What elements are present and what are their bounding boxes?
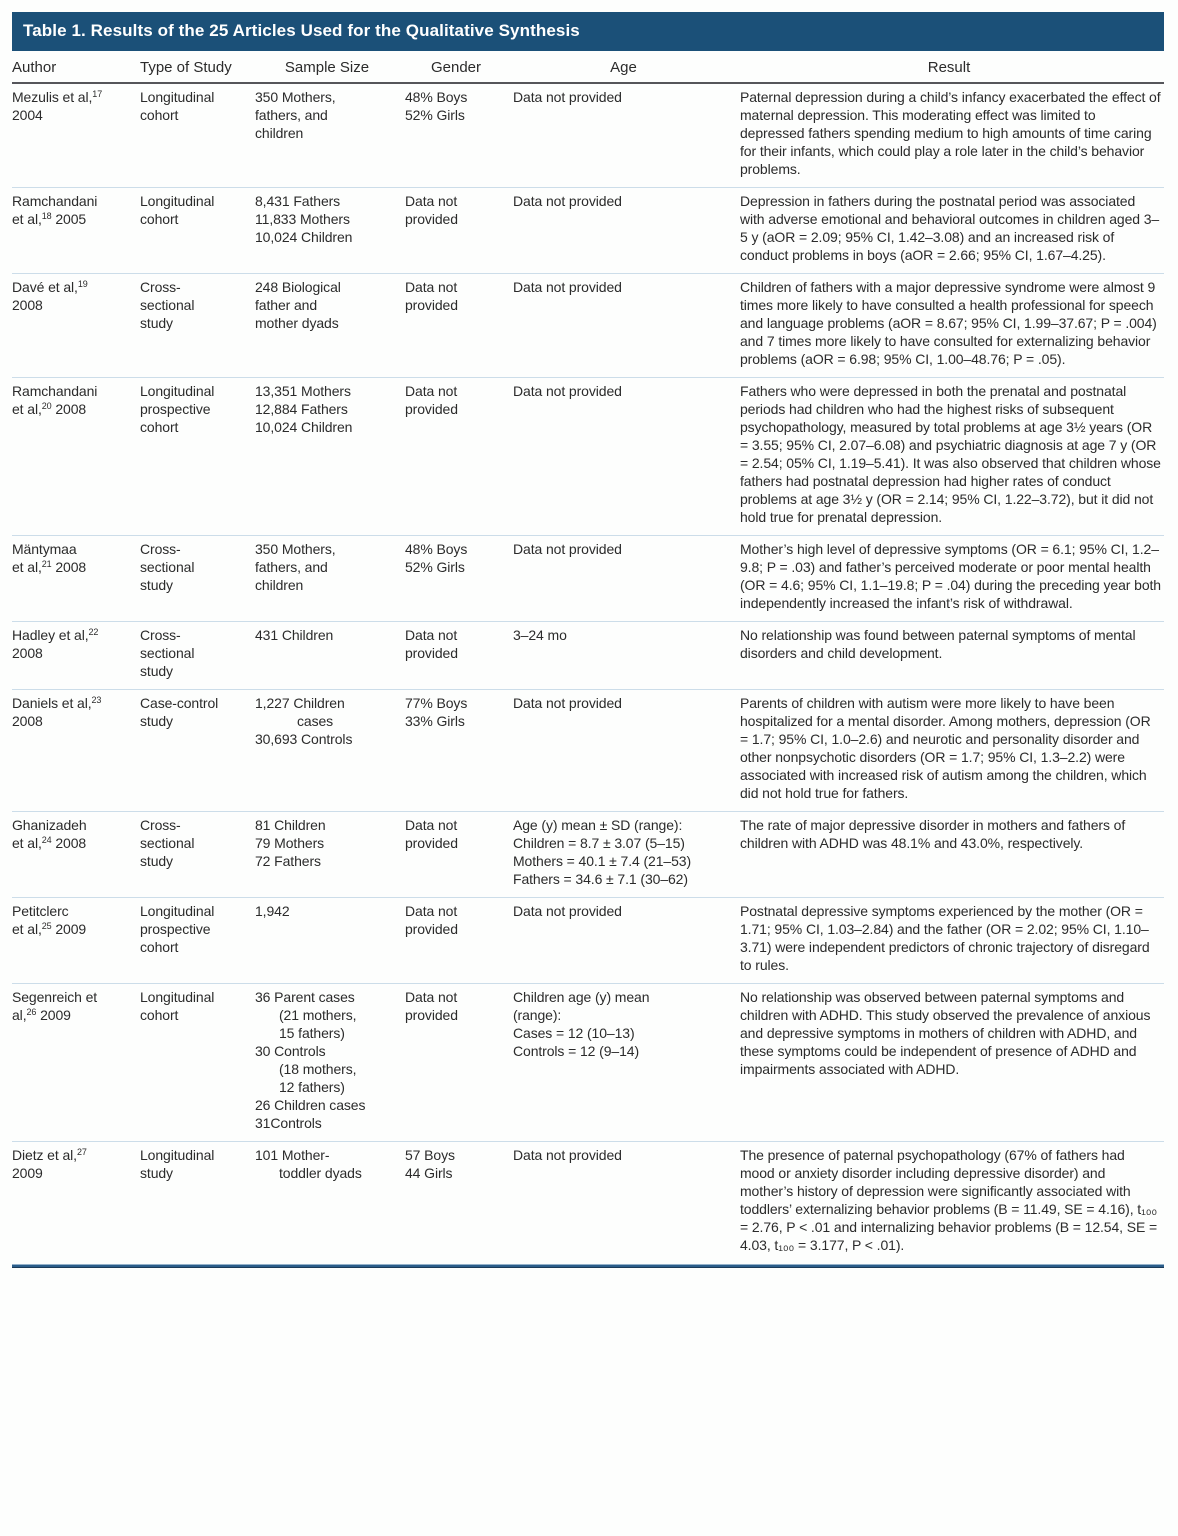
gender-line: provided [405, 835, 458, 851]
sample-size-cell [255, 816, 405, 888]
study-type-line: sectional [140, 645, 195, 661]
gender-line: Data not [405, 903, 458, 919]
sample-size-cell [255, 1146, 405, 1254]
result-text: No relationship was observed between paternal symptoms and children with ADHD. This study observed the prevalence of anxious and depressive symptoms in mothers of children with ADHD, and these symptoms could be independent of presence of ADHD and impairments associated with ADHD. [740, 989, 1151, 1077]
author-line: Mezulis et al,$^{17}$ [12, 89, 103, 105]
age-cell [513, 88, 740, 178]
age-line: Data not provided [513, 695, 622, 711]
author-line: Ramchandani [12, 383, 98, 399]
sample-size-line: 11,833 Mothers [255, 211, 350, 227]
author-line: 2008 [12, 713, 43, 729]
author-line: Ramchandani [12, 193, 98, 209]
table-bottom-rule [12, 1264, 1164, 1268]
citation-superscript: 17 [92, 89, 103, 99]
result-cell [740, 382, 1164, 526]
table-row [12, 812, 1164, 898]
study-type-line: Longitudinal [140, 193, 215, 209]
study-type-line: sectional [140, 559, 195, 575]
citation-superscript: 23 [91, 695, 102, 705]
study-type-line: study [140, 577, 173, 593]
age-line: Cases = 12 (10–13) [513, 1025, 635, 1041]
result-cell [740, 1146, 1164, 1254]
study-type-line: Longitudinal [140, 383, 215, 399]
age-cell [513, 694, 740, 802]
gender-line: 48% Boys [405, 89, 468, 105]
age-line: Data not provided [513, 279, 622, 295]
study-type-line: cohort [140, 1007, 179, 1023]
table-title: Table 1. Results of the 25 Articles Used for the Qualitative Synthesis [23, 21, 580, 40]
sample-size-cell [255, 540, 405, 612]
study-type-cell [140, 278, 255, 368]
sample-size-cell [255, 626, 405, 680]
age-line: Age (y) mean ± SD (range): [513, 817, 683, 833]
gender-cell [405, 88, 513, 178]
result-cell [740, 278, 1164, 368]
author-line: et al,$^{25}$ 2009 [12, 921, 87, 937]
sample-size-line: 13,351 Mothers [255, 383, 351, 399]
author-line: Hadley et al,$^{22}$ [12, 627, 99, 643]
author-line: et al,$^{18}$ 2005 [12, 211, 87, 227]
table-row [12, 898, 1164, 984]
gender-cell [405, 902, 513, 974]
sample-size-line: 1,942 [255, 903, 290, 919]
study-type-line: study [140, 853, 173, 869]
study-type-cell [140, 192, 255, 264]
study-type-cell [140, 816, 255, 888]
sample-size-line: 31Controls [255, 1115, 322, 1131]
study-type-cell [140, 540, 255, 612]
sample-size-line: 26 Children cases [255, 1097, 366, 1113]
sample-size-line: 72 Fathers [255, 853, 321, 869]
sample-size-line: (18 mothers, [279, 1061, 357, 1077]
age-cell [513, 382, 740, 526]
sample-size-line: 8,431 Fathers [255, 193, 341, 209]
gender-line: Data not [405, 817, 458, 833]
sample-size-line: 101 Mother- [255, 1147, 330, 1163]
age-cell [513, 540, 740, 612]
author-cell [12, 694, 140, 802]
study-type-line: Longitudinal [140, 989, 215, 1005]
citation-superscript: 25 [41, 921, 52, 931]
author-line: Ghanizadeh [12, 817, 87, 833]
author-line: Dietz et al,$^{27}$ [12, 1147, 87, 1163]
author-line: Segenreich et [12, 989, 98, 1005]
sample-size-line: father and [255, 297, 318, 313]
citation-superscript: 19 [77, 279, 88, 289]
column-header-type-of-study: Type of Study [140, 59, 232, 76]
study-type-cell [140, 626, 255, 680]
study-type-line: sectional [140, 297, 195, 313]
result-text: Children of fathers with a major depressive syndrome were almost 9 times more likely to have consulted a health professional for speech and language problems (aOR = 8.67; 95% CI, 1.99–37.67; P = .004) and 7 times more likely to have consulted for externalizing behavior problems (aOR = 6.98; 95% CI, 1.00–48.76; P = .05). [740, 279, 1157, 367]
gender-line: 52% Girls [405, 559, 465, 575]
result-cell [740, 816, 1164, 888]
study-type-cell [140, 694, 255, 802]
sample-size-line: 30,693 Controls [255, 731, 353, 747]
gender-line: Data not [405, 989, 458, 1005]
result-cell [740, 540, 1164, 612]
result-text: Depression in fathers during the postnatal period was associated with adverse emotional and behavioral outcomes in children aged 3–5 y (aOR = 2.09; 95% CI, 1.42–3.08) and an increased risk of conduct problems in boys (aOR = 2.66; 95% CI, 1.67–4.25). [740, 193, 1160, 263]
age-line: Children age (y) mean [513, 989, 650, 1005]
study-type-cell [140, 88, 255, 178]
sample-size-cell [255, 694, 405, 802]
sample-size-line: 350 Mothers, [255, 541, 336, 557]
age-line: Fathers = 34.6 ± 7.1 (30–62) [513, 871, 688, 887]
sample-size-line: 350 Mothers, [255, 89, 336, 105]
study-type-line: Longitudinal [140, 89, 215, 105]
result-text: The rate of major depressive disorder in mothers and fathers of children with ADHD was 48.1% and 43.0%, respectively. [740, 817, 1126, 851]
study-type-line: study [140, 713, 173, 729]
result-text: No relationship was found between paternal symptoms of mental disorders and child development. [740, 627, 1136, 661]
result-cell [740, 88, 1164, 178]
result-text: Mother’s high level of depressive symptoms (OR = 6.1; 95% CI, 1.2–9.8; P = .03) and father’s perceived moderate or poor mental health (OR = 4.6; 95% CI, 1.1–19.8; P = .04) during the preceding year both independently increased the infant’s risk of withdrawal. [740, 541, 1161, 611]
gender-line: provided [405, 297, 458, 313]
gender-line: provided [405, 921, 458, 937]
author-cell [12, 1146, 140, 1254]
author-line: et al,$^{20}$ 2008 [12, 401, 87, 417]
result-cell [740, 192, 1164, 264]
author-line: et al,$^{21}$ 2008 [12, 559, 87, 575]
table-title-bar [12, 12, 1164, 51]
gender-cell [405, 278, 513, 368]
column-header-row [12, 51, 1164, 84]
sample-size-line: 248 Biological [255, 279, 341, 295]
author-cell [12, 626, 140, 680]
table-row [12, 984, 1164, 1142]
study-type-line: prospective [140, 921, 211, 937]
author-line: Davé et al,$^{19}$ [12, 279, 88, 295]
study-type-line: sectional [140, 835, 195, 851]
author-cell [12, 540, 140, 612]
study-type-cell [140, 382, 255, 526]
result-cell [740, 988, 1164, 1132]
sample-size-line: 10,024 Children [255, 229, 353, 245]
study-type-line: prospective [140, 401, 211, 417]
sample-size-cell [255, 902, 405, 974]
gender-line: 48% Boys [405, 541, 468, 557]
column-header-sample-size: Sample Size [284, 59, 370, 76]
column-header-result: Result [927, 59, 971, 76]
sample-size-line: cases [297, 713, 334, 729]
table-row [12, 84, 1164, 188]
study-type-line: cohort [140, 939, 179, 955]
sample-size-cell [255, 278, 405, 368]
study-type-line: study [140, 315, 173, 331]
sample-size-line: fathers, and [255, 559, 328, 575]
sample-size-line: fathers, and [255, 107, 328, 123]
gender-line: provided [405, 211, 458, 227]
gender-line: provided [405, 401, 458, 417]
gender-line: Data not [405, 383, 458, 399]
citation-superscript: 21 [41, 559, 52, 569]
citation-superscript: 26 [26, 1007, 37, 1017]
study-type-line: cohort [140, 211, 179, 227]
age-line: Children = 8.7 ± 3.07 (5–15) [513, 835, 685, 851]
age-cell [513, 816, 740, 888]
sample-size-line: toddler dyads [279, 1165, 362, 1181]
sample-size-line: children [255, 577, 304, 593]
author-cell [12, 902, 140, 974]
author-line: al,$^{26}$ 2009 [12, 1007, 71, 1023]
table-row [12, 1142, 1164, 1263]
age-cell [513, 192, 740, 264]
author-cell [12, 88, 140, 178]
age-cell [513, 902, 740, 974]
sample-size-line: 431 Children [255, 627, 334, 643]
study-type-line: cohort [140, 419, 179, 435]
author-cell [12, 816, 140, 888]
sample-size-cell [255, 988, 405, 1132]
study-type-line: Cross- [140, 817, 181, 833]
age-line: Data not provided [513, 383, 622, 399]
study-type-line: Case-control [140, 695, 219, 711]
column-header-age: Age [610, 59, 637, 76]
study-type-cell [140, 988, 255, 1132]
table-row [12, 188, 1164, 274]
gender-line: Data not [405, 193, 458, 209]
gender-cell [405, 382, 513, 526]
sample-size-line: 12 fathers) [279, 1079, 345, 1095]
author-line: 2008 [12, 645, 43, 661]
result-text: The presence of paternal psychopathology (67% of fathers had mood or anxiety disorder including depressive disorder) and mother’s history of depression were significantly associated with toddlers’ externalizing behavior problems (B = 11.49, SE = 4.16), t₁₀₀ = 2.76, P < .01 and internalizing behavior problems (B = 12.54, SE = 4.03, t₁₀₀ = 3.177, P < .01). [740, 1147, 1158, 1253]
sample-size-line: 30 Controls [255, 1043, 326, 1059]
result-cell [740, 902, 1164, 974]
author-line: Petitclerc [12, 903, 69, 919]
age-cell [513, 1146, 740, 1254]
table-row [12, 622, 1164, 690]
gender-cell [405, 988, 513, 1132]
column-header-author: Author [12, 59, 57, 76]
study-type-line: Longitudinal [140, 1147, 215, 1163]
sample-size-line: (21 mothers, [279, 1007, 357, 1023]
author-line: 2004 [12, 107, 43, 123]
citation-superscript: 27 [76, 1147, 87, 1157]
sample-size-cell [255, 192, 405, 264]
study-type-line: Cross- [140, 541, 181, 557]
study-type-cell [140, 902, 255, 974]
result-text: Fathers who were depressed in both the prenatal and postnatal periods had children who had the highest risks of subsequent psychopathology, measured by total problems at age 3½ years (OR = 3.55; 95% CI, 2.07–6.08) and psychiatric diagnosis at age 7 y (OR = 2.54; 05% CI, 1.19–5.41). It was also observed that children whose fathers had postnatal depression had higher rates of conduct problems at age 3½ y (OR = 2.14; 95% CI, 1.22–3.72), but it did not hold true for prenatal depression. [740, 383, 1161, 525]
citation-superscript: 18 [41, 211, 52, 221]
sample-size-line: 36 Parent cases [255, 989, 355, 1005]
gender-line: Data not [405, 279, 458, 295]
study-type-line: Cross- [140, 627, 181, 643]
study-type-line: study [140, 1165, 173, 1181]
citation-superscript: 20 [41, 401, 52, 411]
age-cell [513, 988, 740, 1132]
sample-size-line: 10,024 Children [255, 419, 353, 435]
age-cell [513, 278, 740, 368]
result-text: Paternal depression during a child’s infancy exacerbated the effect of maternal depression. This moderating effect was limited to depressed fathers spending medium to high amounts of time caring for their infants, which could play a role later in the child’s behavior problems. [740, 89, 1161, 177]
result-text: Parents of children with autism were more likely to have been hospitalized for a mental disorder. Among mothers, depression (OR = 1.7; 95% CI, 1.0–2.6) and neurotic and personality disorder and other nonpsychotic disorders (OR = 1.7; 95% CI, 1.3–2.2) were associated with increased risk of autism among the children, which did not hold true for fathers. [740, 695, 1151, 801]
age-line: Mothers = 40.1 ± 7.4 (21–53) [513, 853, 692, 869]
gender-line: 44 Girls [405, 1165, 453, 1181]
age-line: Data not provided [513, 903, 622, 919]
table-body [12, 84, 1164, 1263]
citation-superscript: 24 [41, 835, 52, 845]
sample-size-line: 1,227 Children [255, 695, 345, 711]
author-line: 2008 [12, 297, 43, 313]
age-line: (range): [513, 1007, 562, 1023]
author-cell [12, 192, 140, 264]
gender-line: 52% Girls [405, 107, 465, 123]
study-type-cell [140, 1146, 255, 1254]
sample-size-line: mother dyads [255, 315, 339, 331]
study-type-line: study [140, 663, 173, 679]
author-line: Mäntymaa [12, 541, 77, 557]
author-line: Daniels et al,$^{23}$ [12, 695, 102, 711]
column-header-gender: Gender [430, 59, 482, 76]
result-cell [740, 694, 1164, 802]
table-row [12, 274, 1164, 378]
gender-cell [405, 1146, 513, 1254]
gender-line: 77% Boys [405, 695, 468, 711]
age-line: 3–24 mo [513, 627, 567, 643]
author-line: et al,$^{24}$ 2008 [12, 835, 87, 851]
age-cell [513, 626, 740, 680]
gender-line: 33% Girls [405, 713, 465, 729]
table-row [12, 378, 1164, 536]
gender-line: 57 Boys [405, 1147, 455, 1163]
author-line: 2009 [12, 1165, 43, 1181]
author-cell [12, 382, 140, 526]
citation-superscript: 22 [88, 627, 99, 637]
sample-size-line: 81 Children [255, 817, 326, 833]
study-type-line: Cross- [140, 279, 181, 295]
author-cell [12, 988, 140, 1132]
sample-size-line: 12,884 Fathers [255, 401, 348, 417]
sample-size-cell [255, 382, 405, 526]
gender-cell [405, 540, 513, 612]
gender-line: provided [405, 1007, 458, 1023]
age-line: Data not provided [513, 89, 622, 105]
author-cell [12, 278, 140, 368]
gender-line: provided [405, 645, 458, 661]
study-type-line: cohort [140, 107, 179, 123]
age-line: Controls = 12 (9–14) [513, 1043, 640, 1059]
gender-cell [405, 816, 513, 888]
result-cell [740, 626, 1164, 680]
sample-size-line: 15 fathers) [279, 1025, 345, 1041]
gender-cell [405, 694, 513, 802]
sample-size-cell [255, 88, 405, 178]
age-line: Data not provided [513, 1147, 622, 1163]
result-text: Postnatal depressive symptoms experienced by the mother (OR = 1.71; 95% CI, 1.03–2.84) and the father (OR = 2.02; 95% CI, 1.10–3.71) were independent predictors of chronic trajectory of disregard to rules. [740, 903, 1150, 973]
sample-size-line: 79 Mothers [255, 835, 325, 851]
table-row [12, 690, 1164, 812]
study-type-line: Longitudinal [140, 903, 215, 919]
table-row [12, 536, 1164, 622]
gender-cell [405, 626, 513, 680]
age-line: Data not provided [513, 193, 622, 209]
gender-cell [405, 192, 513, 264]
age-line: Data not provided [513, 541, 622, 557]
gender-line: Data not [405, 627, 458, 643]
sample-size-line: children [255, 125, 304, 141]
